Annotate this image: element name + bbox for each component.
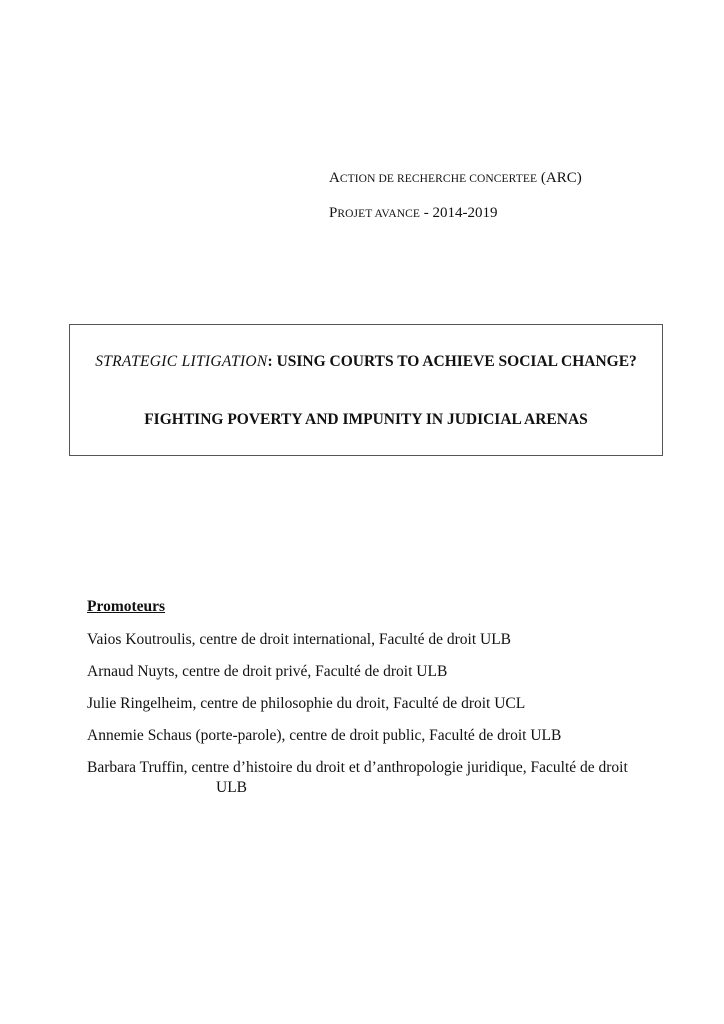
project-header <box>329 168 689 224</box>
promoteur-entry-text: Barbara Truffin, centre d’histoire du droit et d’anthropologie juridique, Faculté de droit <box>87 759 628 776</box>
project-title-main: : USING COURTS TO ACHIEVE SOCIAL CHANGE? <box>267 353 637 370</box>
promoteurs-heading: Promoteurs <box>87 598 166 615</box>
project-title-box <box>69 324 663 456</box>
promoteur-entry: Vaios Koutroulis, centre de droit international, Faculté de droit ULB <box>87 631 511 648</box>
promoteur-entry: Arnaud Nuyts, centre de droit privé, Faculté de droit ULB <box>87 663 448 680</box>
promoteurs-section <box>87 597 687 798</box>
promoteur-entry-continuation: ULB <box>216 779 247 796</box>
project-subtitle: FIGHTING POVERTY AND IMPUNITY IN JUDICIAL ARENAS <box>144 411 588 428</box>
program-title-initial: A <box>329 170 340 186</box>
project-title-italic: STRATEGIC LITIGATION <box>95 353 268 370</box>
program-title <box>329 168 689 189</box>
promoteur-entry: Julie Ringelheim, centre de philosophie du droit, Faculté de droit UCL <box>87 695 526 712</box>
promoteur-entry: Annemie Schaus (porte-parole), centre de droit public, Faculté de droit ULB <box>87 727 562 744</box>
project-stage-rest: ROJET AVANCE <box>337 208 421 220</box>
project-stage-years: - 2014-2019 <box>420 205 498 221</box>
program-title-suffix: (ARC) <box>537 170 582 186</box>
project-title <box>70 352 662 371</box>
program-title-rest: CTION DE RECHERCHE CONCERTEE <box>339 173 538 185</box>
promoteur-entry <box>87 758 687 798</box>
project-stage <box>329 203 689 224</box>
project-stage-initial: P <box>329 205 338 221</box>
